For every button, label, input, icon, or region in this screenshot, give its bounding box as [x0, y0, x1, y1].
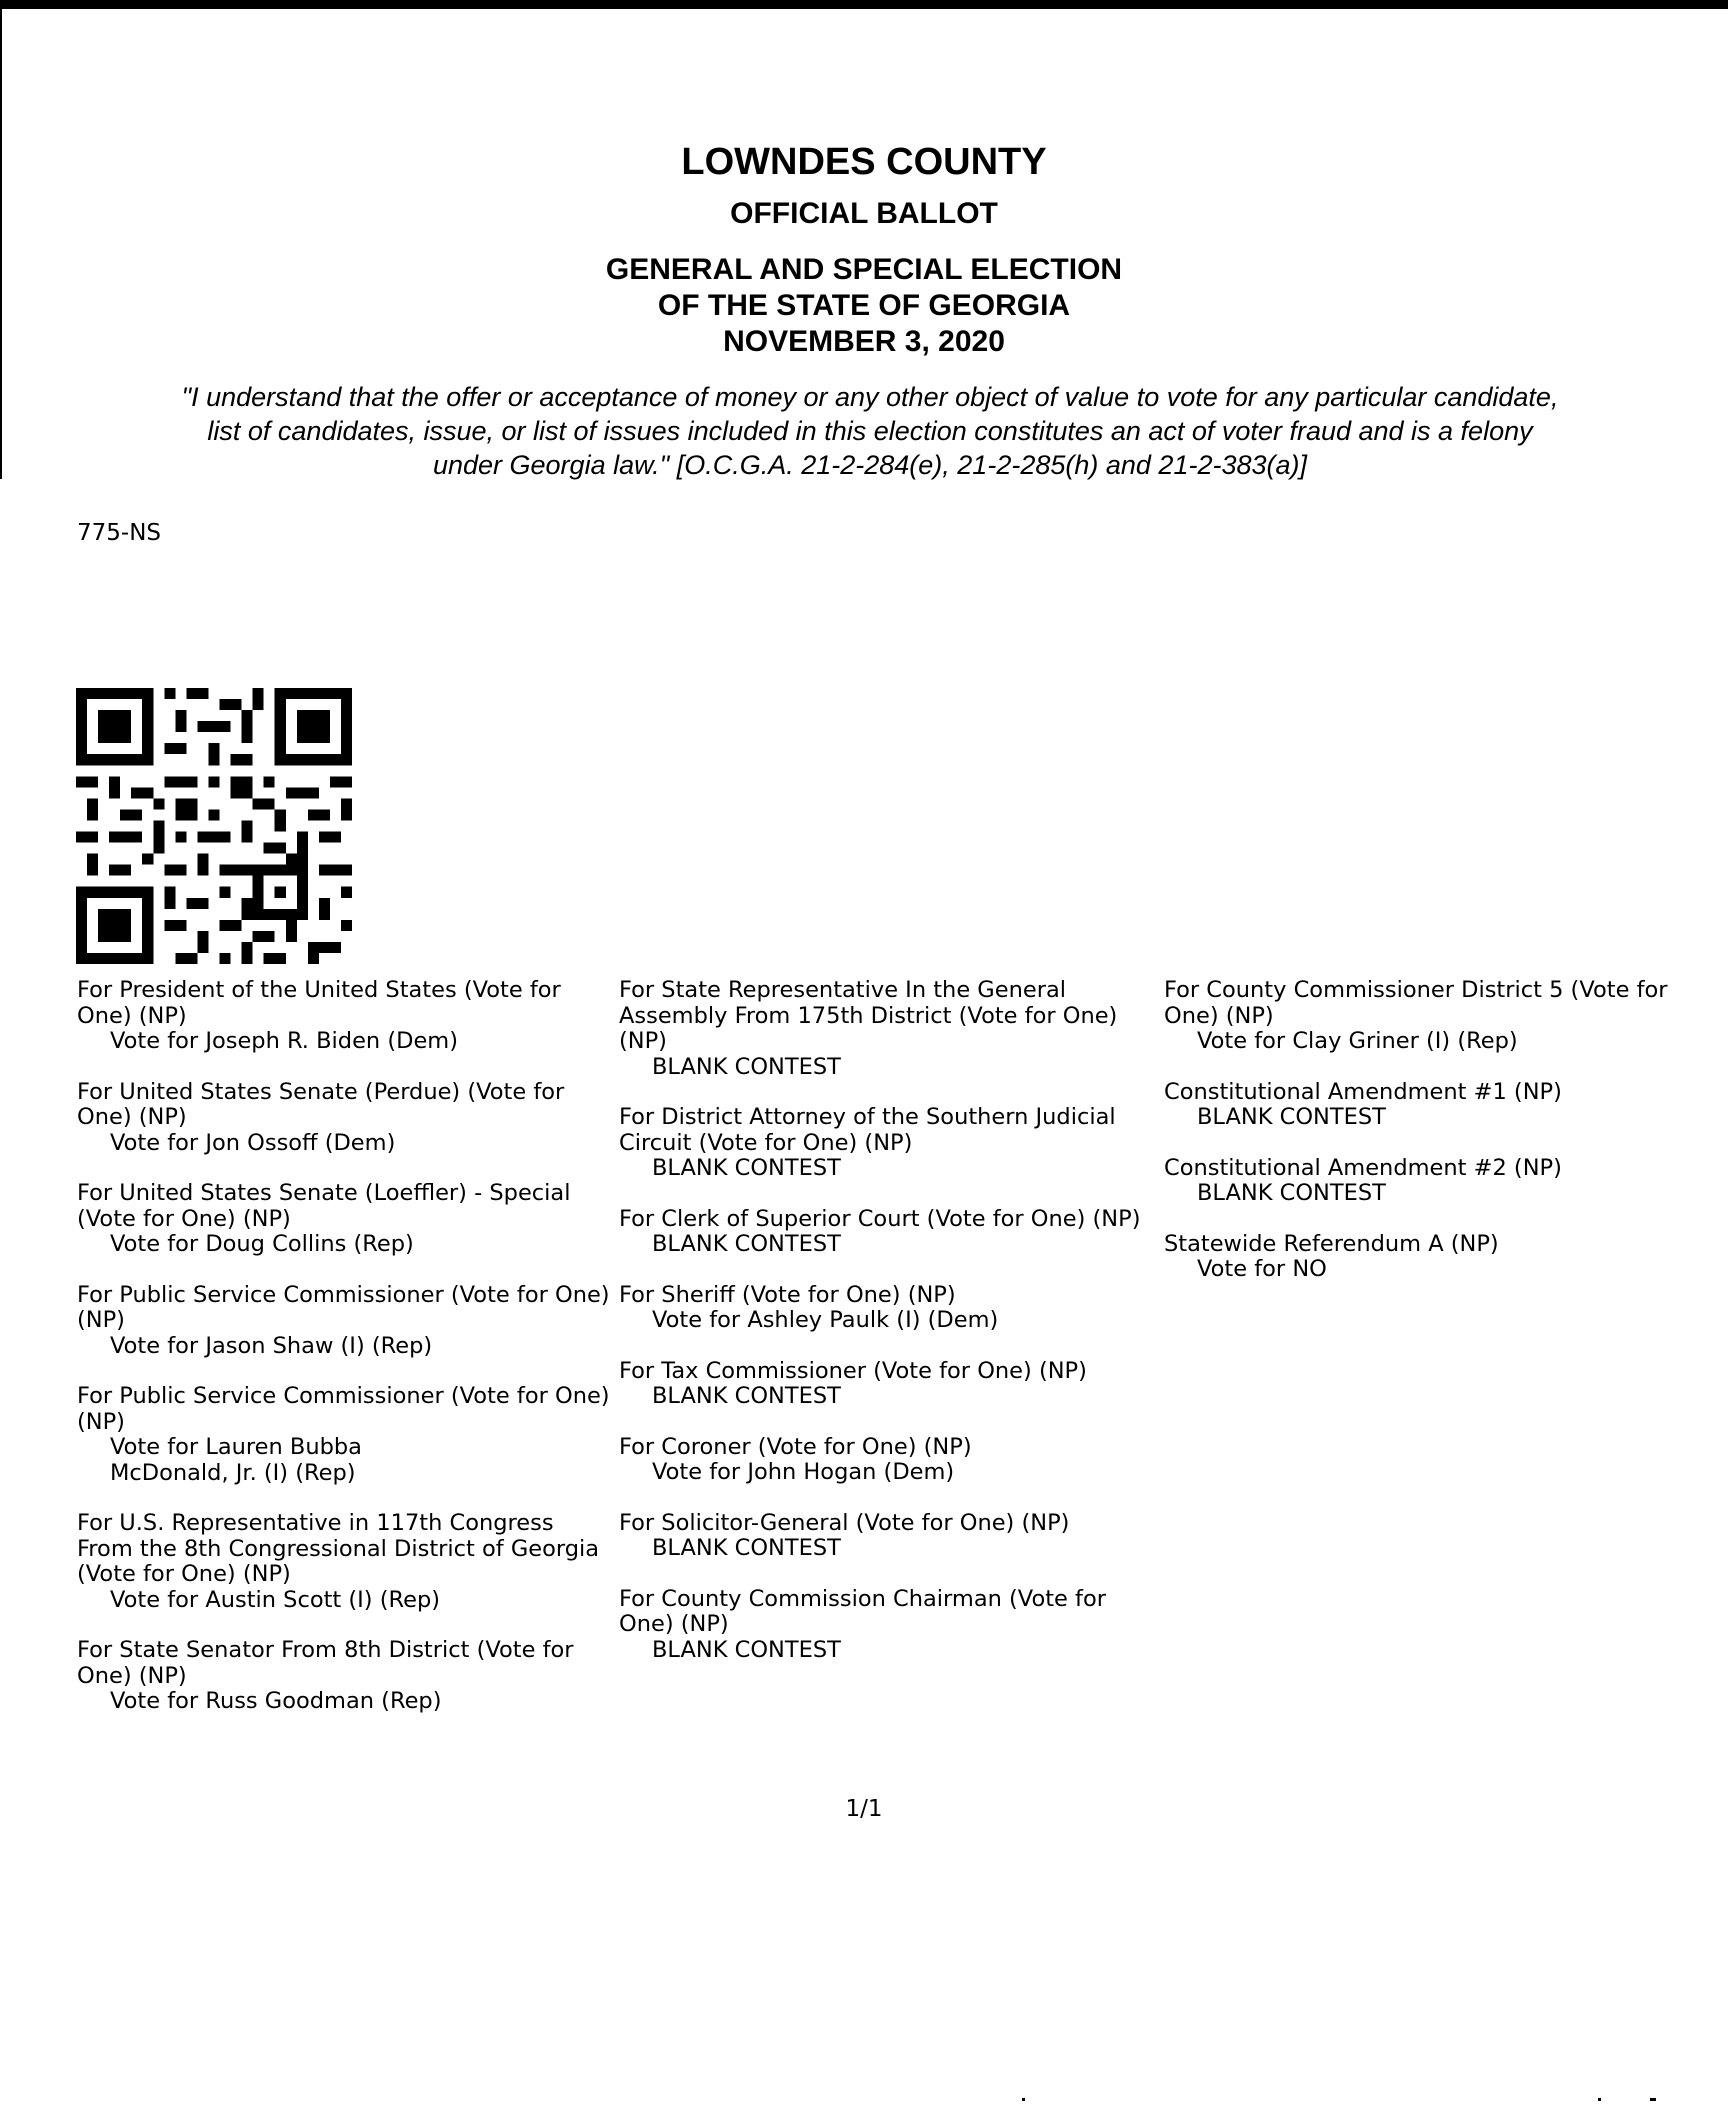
contest-selection: BLANK CONTEST [652, 1383, 841, 1409]
contest-entry [619, 1511, 1164, 1562]
contest-selection: Vote for NO [1197, 1256, 1327, 1282]
voter-fraud-notice [70, 380, 1670, 482]
contest-title: For Tax Commissioner (Vote for One) (NP) [619, 1357, 1087, 1384]
contest-entry [77, 1283, 612, 1360]
contest-title: For Coroner (Vote for One) (NP) [619, 1433, 972, 1460]
contest-title: For Public Service Commissioner (Vote for One) (NP) [77, 1383, 610, 1435]
contest-entry [619, 978, 1164, 1080]
page-number: 1/1 [845, 1796, 883, 1822]
contest-selection: Vote for Russ Goodman (Rep) [110, 1688, 442, 1714]
bottom-scan-mark [1598, 2098, 1601, 2101]
contest-title: For County Commission Chairman (Vote for One) (NP) [619, 1585, 1106, 1637]
ballot-style-code: 775-NS [77, 520, 162, 546]
contest-title: For United States Senate (Perdue) (Vote for One) (NP) [77, 1078, 565, 1130]
bottom-scan-mark [1022, 2098, 1025, 2101]
contest-title: For Solicitor-General (Vote for One) (NP) [619, 1509, 1070, 1536]
contest-entry [77, 1080, 612, 1157]
bottom-scan-mark [1650, 2098, 1656, 2101]
notice-line-1: "I understand that the offer or acceptance of money or any other object of value to vote for any particular candidate, [181, 382, 1559, 412]
contest-selection: BLANK CONTEST [652, 1636, 841, 1663]
ballot-type: OFFICIAL BALLOT [730, 197, 998, 230]
contest-selection: BLANK CONTEST [1197, 1104, 1386, 1130]
contest-selection: BLANK CONTEST [1197, 1180, 1386, 1206]
contest-title: For United States Senate (Loeffler) - Special (Vote for One) (NP) [77, 1180, 571, 1232]
qr-code-icon [76, 688, 352, 964]
contest-title: Constitutional Amendment #2 (NP) [1164, 1154, 1562, 1181]
contest-entry [77, 1384, 612, 1486]
contest-title: For U.S. Representative in 117th Congress From the 8th Congressional District of Georgia (Vote for One) (NP) [77, 1510, 600, 1587]
election-title-line-2: OF THE STATE OF GEORGIA [657, 289, 1071, 322]
contest-entry [77, 1511, 612, 1613]
contest-selection: Vote for Clay Griner (I) (Rep) [1197, 1028, 1518, 1054]
contest-title: For State Representative In the General Assembly From 175th District (Vote for One) (NP) [619, 977, 1118, 1054]
contest-entry [77, 1638, 612, 1715]
contest-entry [1164, 1232, 1724, 1283]
contest-selection: BLANK CONTEST [652, 1155, 841, 1181]
contest-title: For Sheriff (Vote for One) (NP) [619, 1281, 956, 1308]
contest-selection: Vote for Lauren Bubba McDonald, Jr. (I) (Rep) [110, 1434, 362, 1486]
contest-entry [619, 1587, 1164, 1664]
contest-selection: Vote for Ashley Paulk (I) (Dem) [652, 1307, 999, 1333]
election-title-line-1: GENERAL AND SPECIAL ELECTION [605, 253, 1123, 286]
contest-selection: BLANK CONTEST [652, 1535, 841, 1561]
election-date: NOVEMBER 3, 2020 [723, 325, 1005, 358]
notice-line-2: list of candidates, issue, or list of issues included in this election constitutes an act of voter fraud and is a felony [207, 416, 1533, 446]
contest-selection: BLANK CONTEST [652, 1053, 841, 1080]
contest-selection: Vote for Doug Collins (Rep) [110, 1231, 414, 1257]
contest-title: For President of the United States (Vote for One) (NP) [77, 977, 561, 1029]
county-title: LOWNDES COUNTY [681, 141, 1047, 183]
contest-entry [1164, 1156, 1724, 1207]
contest-column-2 [619, 978, 1164, 1688]
contest-title: For County Commissioner District 5 (Vote for One) (NP) [1164, 977, 1668, 1029]
contest-entry [1164, 1080, 1724, 1131]
notice-line-3: under Georgia law." [O.C.G.A. 21-2-284(e), 21-2-285(h) and 21-2-383(a)] [432, 450, 1308, 480]
top-border [0, 0, 1728, 9]
contest-entry [1164, 978, 1724, 1055]
contest-entry [619, 1359, 1164, 1410]
contest-entry [619, 1105, 1164, 1182]
contest-title: Constitutional Amendment #1 (NP) [1164, 1078, 1562, 1105]
contest-column-1 [77, 978, 612, 1740]
contest-selection: BLANK CONTEST [652, 1231, 841, 1257]
contest-entry [77, 1181, 612, 1258]
contest-selection: Vote for Jon Ossoff (Dem) [110, 1129, 396, 1156]
contest-selection: Vote for Joseph R. Biden (Dem) [110, 1028, 458, 1054]
contest-title: For District Attorney of the Southern Judicial Circuit (Vote for One) (NP) [619, 1104, 1116, 1156]
ballot-header [0, 138, 1728, 360]
contest-entry [77, 978, 612, 1055]
contest-title: For Public Service Commissioner (Vote for One) (NP) [77, 1281, 610, 1333]
contest-title: For State Senator From 8th District (Vote for One) (NP) [77, 1637, 574, 1689]
contest-entry [619, 1207, 1164, 1258]
contest-entry [619, 1435, 1164, 1486]
contest-selection: Vote for Jason Shaw (I) (Rep) [110, 1332, 433, 1359]
contest-entry [619, 1283, 1164, 1334]
contest-title: Statewide Referendum A (NP) [1164, 1230, 1499, 1257]
contest-column-3 [1164, 978, 1724, 1308]
contest-selection: Vote for John Hogan (Dem) [652, 1459, 955, 1485]
contest-title: For Clerk of Superior Court (Vote for One) (NP) [619, 1205, 1141, 1232]
contest-selection: Vote for Austin Scott (I) (Rep) [110, 1586, 441, 1613]
